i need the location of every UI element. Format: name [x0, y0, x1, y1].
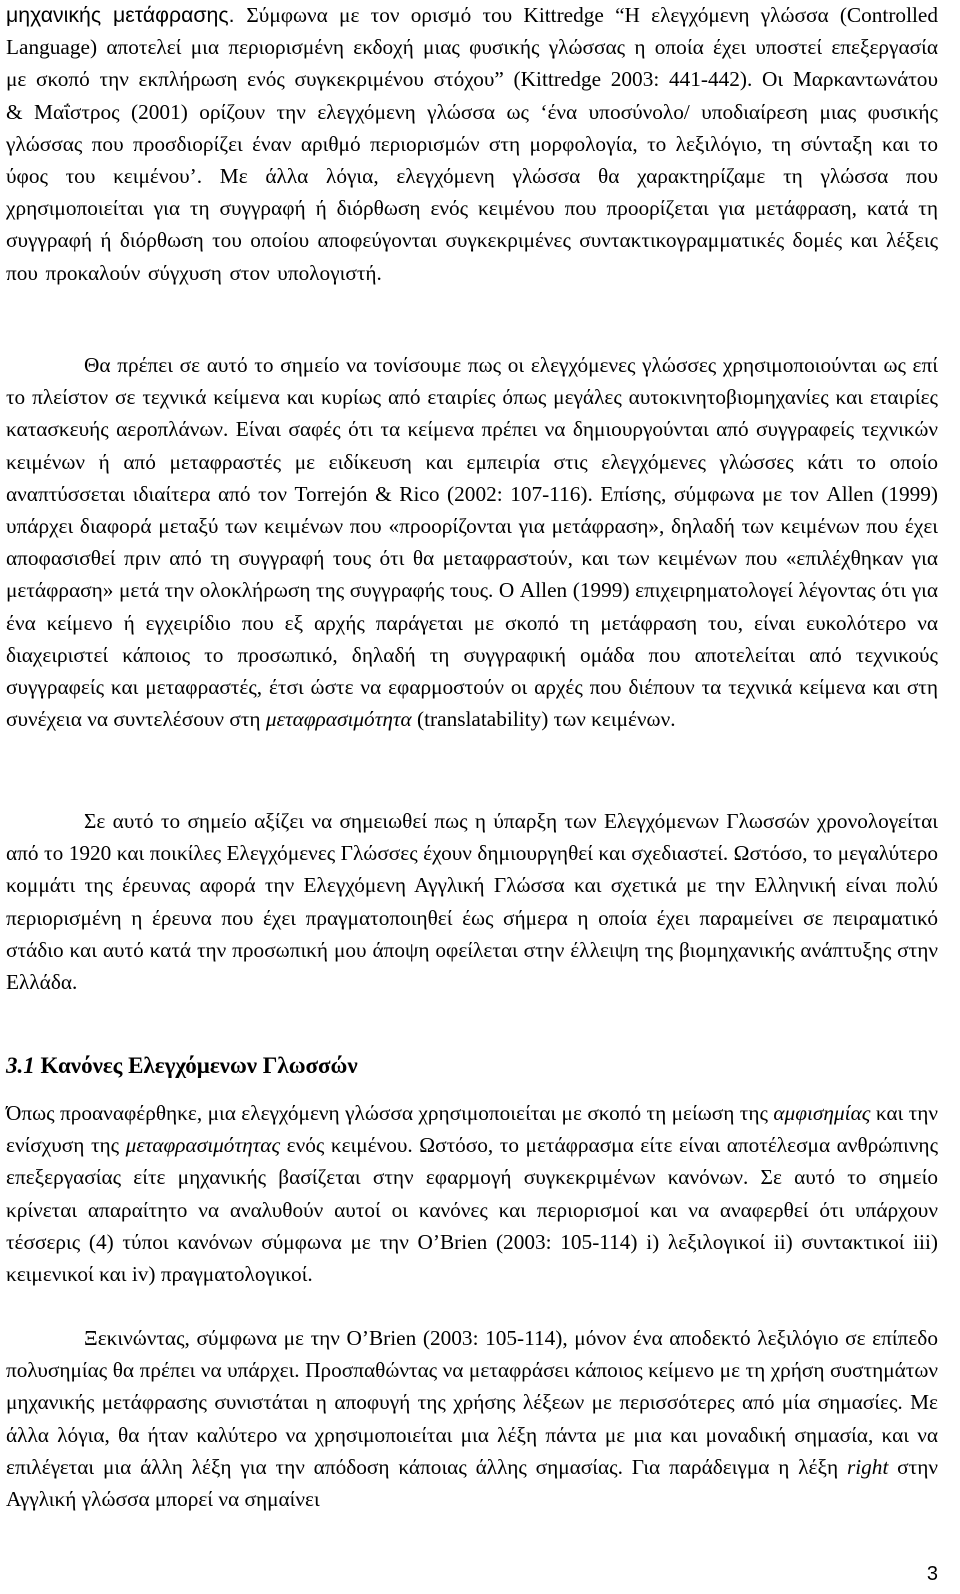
section-title: Κανόνες Ελεγχόμενων Γλωσσών [40, 1053, 358, 1078]
italic-text: μεταφρασιμότητα [265, 707, 412, 732]
text-run: Όπως προαναφέρθηκε, μια ελεγχόμενη γλώσσα χρησιμοποιείται με σκοπό τη μείωση της [6, 1101, 774, 1125]
section-number: 3.1 [6, 1053, 35, 1078]
italic-text: αμφισημίας [773, 1101, 871, 1125]
text-run: ενός κειμένου. Ωστόσο, το μετάφρασμα είτε είναι αποτέλεσμα ανθρώπινης επεξεργασίας είτε μηχανικής βασίζεται στην εφαρμογή συγκεκριμένων κανόνων. Σε αυτό το σημείο κρίνεται απαραίτητο να αναλυθούν αυτοί οι κανόνες και περιορισμοί και να αναφερθεί ότι υπάρχουν τέσσερις (4) τύποι κανόνων σύμφωνα με την O’Brien (2003: 105-114) i) λεξιλογικοί ii) συντακτικοί iii) κειμενικοί και iv) πραγματολογικοί. [6, 1133, 938, 1287]
text-run: (translatability) των κειμένων. [411, 707, 676, 732]
section-heading [6, 1050, 358, 1082]
text-run: Σε αυτό το σημείο αξίζει να σημειωθεί πως η ύπαρξη των Ελεγχόμενων Γλωσσών χρονολογείται από το 1920 και ποικίλες Ελεγχόμενες Γλώσσες έχουν δημιουργηθεί και σχεδιαστεί. Ωστόσο, το μεγαλύτερο κομμάτι της έρευνας αφορά την Ελεγχόμενη Αγγλική Γλώσσα και σχετικά με την Ελληνική είναι πολύ περιορισμένη η έρευνα που έχει πραγματοποιηθεί έως σήμερα η οποία έχει παραμείνει σε πειραματικό στάδιο και αυτό κατά την προσωπική μου άποψη οφείλεται στην έλλειψη της βιομηχανικής ανάπτυξης στην Ελλάδα. [6, 809, 938, 995]
paragraph [6, 805, 938, 998]
text-run: και την ενίσχυση της [6, 1101, 938, 1158]
page-number: 3 [926, 1563, 938, 1585]
document-page [6, 0, 950, 1594]
text-run: μηχανικής μετάφρασης. [6, 3, 247, 27]
paragraph [6, 0, 938, 289]
text-run: Θα πρέπει σε αυτό το σημείο να τονίσουμε πως οι ελεγχόμενες γλώσσες χρησιμοποιούνται ως επί το πλείστον σε τεχνικά κείμενα και κυρίως από εταιρίες όπως μεγάλες αυτοκινητοβιομηχανίες και εταιρίες κατασκευής αεροπλάνων. Είναι σαφές ότι τα κείμενα πρέπει να δημιουργούνται από συγγραφείς τεχνικών κειμένων ή από μεταφραστές με ειδίκευση και εμπειρία στις ελεγχόμενες γλώσσες κάτι το οποίο αναπτύσσεται ιδιαίτερα από τον Torrejón & Rico (2002: 107-116). Επίσης, σύμφωνα με τον Allen (1999) υπάρχει διαφορά μεταξύ των κειμένων που «προορίζονται για μετάφραση», δηλαδή των κειμένων που έχει αποφασισθεί πριν από τη συγγραφή τους ότι θα μεταφραστούν, και των κειμένων που «επιλέχθηκαν για μετάφραση» μετά την ολοκλήρωση της συγγραφής τους. Ο Allen (1999) επιχειρηματολογεί λέγοντας ότι για ένα κείμενο ή εγχειρίδιο που εξ αρχής παράγεται με σκοπό τη μετάφραση του, είναι ευκολότερο να διαχειριστεί κάποιος το προσωπικό, δηλαδή τη συγγραφική ομάδα που αποτελείται από τεχνικούς συγγραφείς και μεταφραστές, έτσι ώστε να εφαρμοστούν οι αρχές που διέπουν τα τεχνικά κείμενα και στη συνέχεια να συντελέσουν στη [6, 353, 938, 732]
text-run: Ξεκινώντας, σύμφωνα με την O’Brien (2003: 105-114), μόνον ένα αποδεκτό λεξιλόγιο σε επίπεδο πολυσημίας θα πρέπει να υπάρχει. Προσπαθώντας να μεταφράσει κάποιος κείμενο με τη χρήση συστημάτων μηχανικής μετάφρασης συνιστάται η αποφυγή της χρήσης λέξεων με περισσότερες από μία σημασίες. Με άλλα λόγια, θα ήταν καλύτερο να χρησιμοποιείται μια λέξη πάντα με μια και μοναδική σημασία, και να επιλέγεται μια άλλη λέξη για την απόδοση κάποιας άλλης σημασίας. Για παράδειγμα η λέξη [6, 1326, 938, 1479]
paragraph [6, 1097, 938, 1290]
paragraph [6, 349, 938, 735]
text-run: Σύμφωνα με τον ορισμό του Kittredge “Η ελεγχόμενη γλώσσα (Controlled Language) αποτελεί μια περιορισμένη εκδοχή μιας φυσικής γλώσσας η οποία έχει υποστεί επεξεργασία με σκοπό την εκπλήρωση ενός συγκεκριμένου στόχου” (Kittredge 2003: 441-442). [6, 3, 939, 92]
italic-text: right [846, 1454, 889, 1479]
paragraph [6, 1322, 938, 1515]
italic-text: μεταφρασιμότητας [125, 1133, 281, 1158]
text-run: στην Αγγλική γλώσσα μπορεί να σημαίνει [6, 1454, 938, 1512]
text-run: Οι Μαρκαντωνάτου & Μαΐστρος (2001) ορίζουν την ελεγχόμενη γλώσσα ως ‘ένα υποσύνολο/ υποδιαίρεση μιας φυσικής γλώσσας που προσδιορίζει έναν αριθμό περιορισμών στη μορφολογία, το λεξιλόγιο, τη σύνταξη και το ύφος του κειμένου’. Με άλλα λόγια, ελεγχόμενη γλώσσα θα χαρακτηρίζαμε τη γλώσσα που χρησιμοποιείται για τη συγγραφή ή διόρθωση ενός κειμένου που προορίζεται για μετάφραση, κατά τη συγγραφή ή διόρθωση του οποίου αποφεύγονται συγκεκριμένες συντακτικογραμματικές δομές και λέξεις που προκαλούν σύγχυση στον υπολογιστή. [6, 67, 938, 285]
